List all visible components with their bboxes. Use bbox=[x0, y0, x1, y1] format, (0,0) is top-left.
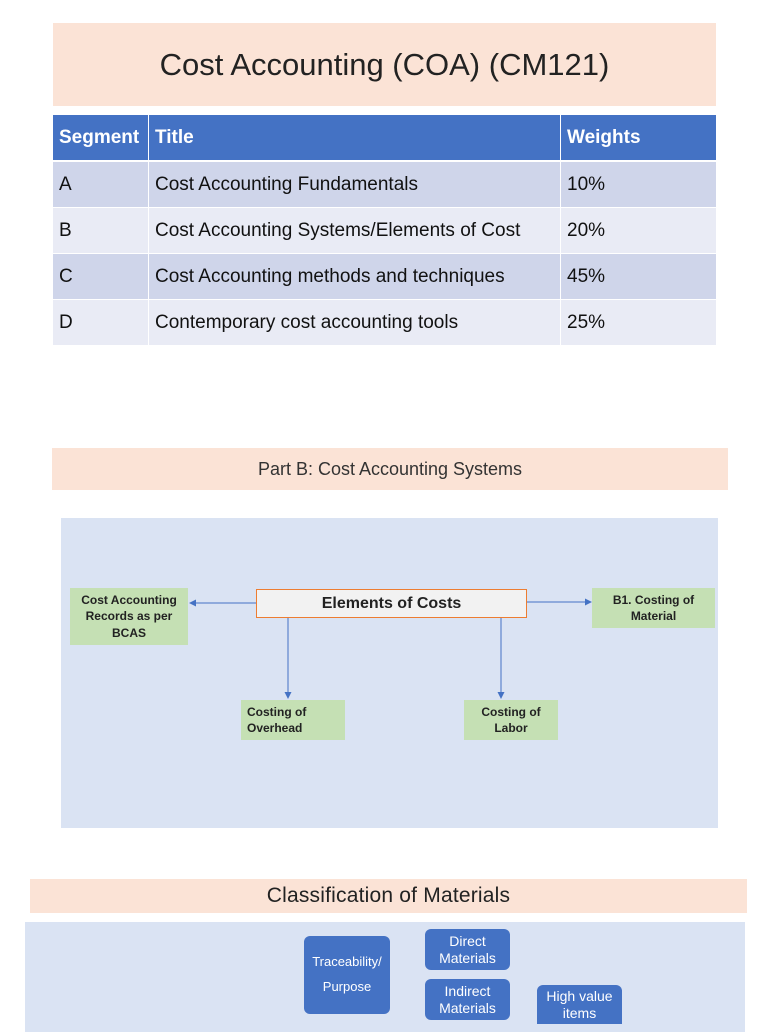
direct-materials-node bbox=[425, 929, 510, 970]
costing-labor-label: Costing of Labor bbox=[481, 704, 541, 735]
part-b-title: Part B: Cost Accounting Systems bbox=[257, 458, 523, 479]
course-title: Cost Accounting (COA) (CM121) bbox=[159, 46, 610, 82]
classification-title-band bbox=[30, 879, 747, 913]
header-weights: Weights bbox=[561, 115, 716, 162]
table-row bbox=[53, 162, 716, 208]
part-b-title-band bbox=[52, 448, 728, 490]
weights-table bbox=[53, 115, 716, 346]
costing-material-label: B1. Costing of Material bbox=[612, 592, 695, 623]
traceability-node bbox=[304, 936, 390, 1014]
high-value-items-node bbox=[537, 985, 622, 1024]
cell-segment: D bbox=[53, 300, 149, 346]
cell-segment: A bbox=[53, 162, 149, 208]
records-label: Cost Accounting Records as per BCAS bbox=[81, 593, 177, 640]
indirect-materials-label: Materials bbox=[439, 999, 496, 1016]
cell-segment: C bbox=[53, 254, 149, 300]
elements-of-costs-label: Elements of Costs bbox=[321, 594, 462, 612]
costing-overhead-label: Costing of Overhead bbox=[247, 704, 307, 735]
course-title-band bbox=[53, 23, 716, 106]
cell-title: Cost Accounting Fundamentals bbox=[149, 162, 561, 208]
cell-segment: B bbox=[53, 208, 149, 254]
elements-diagram-panel bbox=[61, 518, 718, 828]
elements-of-costs-node bbox=[256, 589, 527, 618]
table-row bbox=[53, 208, 716, 254]
direct-label: Direct bbox=[449, 932, 486, 949]
costing-material-node bbox=[592, 588, 715, 628]
cell-weight: 25% bbox=[561, 300, 716, 346]
indirect-label: Indirect bbox=[444, 982, 491, 999]
cell-title: Cost Accounting methods and techniques bbox=[149, 254, 561, 300]
table-row bbox=[53, 300, 716, 346]
purpose-label: Purpose bbox=[322, 979, 372, 994]
header-title: Title bbox=[149, 115, 561, 162]
cell-weight: 20% bbox=[561, 208, 716, 254]
classification-title: Classification of Materials bbox=[266, 884, 511, 907]
items-label: items bbox=[562, 1004, 597, 1021]
high-value-label: High value bbox=[546, 987, 613, 1004]
costing-labor-node bbox=[464, 700, 558, 740]
cell-title: Contemporary cost accounting tools bbox=[149, 300, 561, 346]
header-segment: Segment bbox=[53, 115, 149, 162]
records-node bbox=[70, 588, 188, 645]
traceability-label: Traceability/ bbox=[312, 954, 382, 970]
table-row bbox=[53, 254, 716, 300]
costing-overhead-node bbox=[241, 700, 345, 740]
cell-weight: 10% bbox=[561, 162, 716, 208]
cell-title: Cost Accounting Systems/Elements of Cost bbox=[149, 208, 561, 254]
indirect-materials-node bbox=[425, 979, 510, 1020]
cell-weight: 45% bbox=[561, 254, 716, 300]
table-header-row bbox=[53, 115, 716, 162]
direct-materials-label: Materials bbox=[439, 949, 496, 966]
